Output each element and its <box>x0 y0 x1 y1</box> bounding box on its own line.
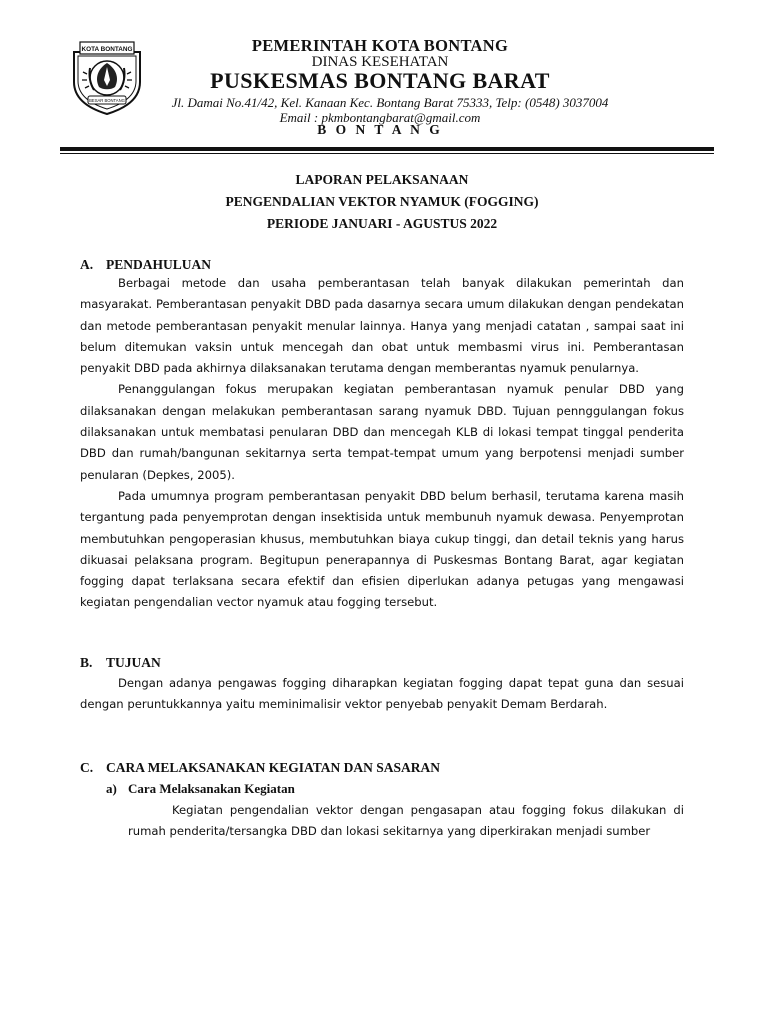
section-b-paragraph-1: Dengan adanya pengawas fogging diharapkan kegiatan fogging dapat tepat guna dan sesuai dengan peruntukkannya yaitu meminimalisir vektor penyebab penyakit Demam Berdarah. <box>80 676 684 712</box>
section-b-body <box>80 673 684 716</box>
section-a-paragraph-3: Pada umumnya program pemberantasan penyakit DBD belum berhasil, terutama karena masih tergantung pada penyemprotan dengan insektisida untuk membunuh nyamuk dewasa. Penyemprotan membutuhkan pengoperasian khusus, membutuhkan biaya cukup tinggi, dan detail teknis yang harus dikuasai pelaksana program. Begitupun penerapannya di Puskesmas Bontang Barat, agar kegiatan fogging dapat terlaksana secara efektif dan efisien diperlukan adanya petugas yang mengawasi kegiatan pengendalian vector nyamuk atau fogging tersebut. <box>80 488 684 610</box>
section-a-body <box>80 273 684 614</box>
section-b-letter: B. <box>80 655 93 670</box>
report-title-line1: LAPORAN PELAKSANAAN <box>295 172 469 187</box>
subsection-a-paragraph-1: Kegiatan pengendalian vektor dengan pengasapan atau fogging fokus dilakukan di rumah penderita/tersangka DBD dan lokasi sekitarnya yang diperkirakan menjadi sumber <box>128 803 684 839</box>
section-c-letter: C. <box>80 760 94 775</box>
subsection-a-title: Cara Melaksanakan Kegiatan <box>128 781 295 796</box>
letterhead-government: PEMERINTAH KOTA BONTANG <box>251 36 509 55</box>
letterhead-department: DINAS KESEHATAN <box>311 54 449 70</box>
letterhead-divider-thin <box>60 153 714 154</box>
letterhead-address: Jl. Damai No.41/42, Kel. Kanaan Kec. Bontang Barat 75333, Telp: (0548) 3037004 <box>171 95 609 110</box>
logo-text-bottom: BESAR BONTANG <box>89 98 125 103</box>
letterhead-city: B O N T A N G <box>317 122 443 137</box>
section-a-title: PENDAHULUAN <box>106 257 212 272</box>
letterhead-divider-thick <box>60 147 714 151</box>
section-a-letter: A. <box>80 257 94 272</box>
report-title-line2: PENGENDALIAN VEKTOR NYAMUK (FOGGING) <box>225 194 539 209</box>
report-title-line3: PERIODE JANUARI - AGUSTUS 2022 <box>266 216 498 231</box>
section-b-title: TUJUAN <box>106 655 161 670</box>
section-a-paragraph-2: Penanggulangan fokus merupakan kegiatan pemberantasan nyamuk penular DBD yang dilaksanakan dengan melakukan pemberantasan sarang nyamuk DBD. Tujuan pennggulangan fokus dilaksanakan untuk membatasi penularan DBD dan mencegah KLB di lokasi tempat tinggal penderita DBD dan rumah/bangunan sekitarnya serta tempat-tempat umum yang berpotensi menjadi sumber penularan (Depkes, 2005). <box>80 382 684 482</box>
section-a-paragraph-1: Berbagai metode dan usaha pemberantasan telah banyak dilakukan pemerintah dan masyarakat. Pemberantasan penyakit DBD pada dasarnya secara umum dilakukan dengan pendekatan dan metode pemberantasan penyakit menular lainnya. Hanya yang menjadi catatan , sampai saat ini belum ditemukan vaksin untuk mencegah dan obat untuk membasmi virus ini. Pemberantasan penyakit DBD pada akhirnya dilaksanakan terutama dengan memberantas nyamuk penularnya. <box>80 276 684 376</box>
section-c-title: CARA MELAKSANAKAN KEGIATAN DAN SASARAN <box>106 760 441 775</box>
letterhead-organization: PUSKESMAS BONTANG BARAT <box>210 68 550 93</box>
logo-text-top: KOTA BONTANG <box>81 46 133 53</box>
subsection-a-letter: a) <box>106 781 117 796</box>
letterhead-email: Email : pkmbontangbarat@gmail.com <box>279 110 481 125</box>
subsection-a-body <box>128 800 684 843</box>
